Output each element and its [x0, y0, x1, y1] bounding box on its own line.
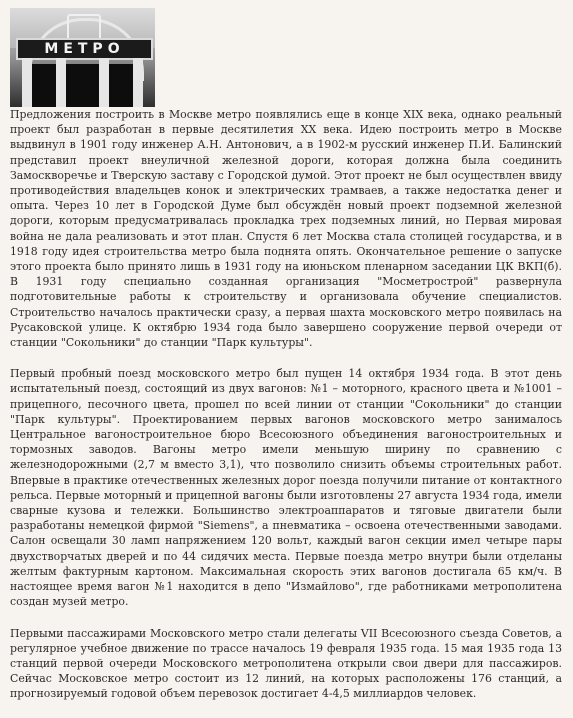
paragraph-first-passengers: Первыми пассажирами Московского метро стали делегаты VII Всесоюзного съезда Советов, а регулярное учебное движение по трассе началось 19 февраля 1935 года. 15 мая 1935 года 13 станций первой очереди Московского метрополитена открыли свои двери для пассажиров. Сейчас Московское метро состоит из 12 линий, на которых расположены 176 станций, а прогнозируемый годовой объем перевозок достигает 4-4,5 миллиардов человек.	[10, 626, 562, 701]
metro-sign	[16, 38, 153, 60]
paragraph-first-train: Первый пробный поезд московского метро был пущен 14 октября 1934 года. В этот день испытательный поезд, состоящий из двух вагонов: №1 – моторного, красного цвета и №1001 – прицепного, песочного цвета, прошел по всей линии от станции "Сокольники" до станции "Парк культуры". Проектированием первых вагонов московского метро занималось Центральное вагоностроительное бюро Всесоюзного объединения вагоностроительных и тормозных заводов. Вагоны метро имели меньшую ширину по сравнению с железнодорожными (2,7 м вместо 3,1), что позволило снизить объемы строительных работ. Впервые в практике отечественных железных дорог поезда получили питание от контактного рельса. Первые моторный и прицепной вагоны были изготовлены 27 августа 1934 года, имели сварные кузова и тележки. Большинство электроаппаратов и тяговые двигатели были разработаны немецкой фирмой "Siemens", а пневматика – освоена отечественными заводами. Салон освещали 30 ламп напряжением 120 вольт, каждый вагон секции имел четыре пары двухстворчатых дверей и по 44 сидячих места. Первые поезда метро внутри были отделаны желтым фактурным картоном. Максимальная скорость этих вагонов достигала 65 км/ч. В настоящее время вагон №1 находится в депо "Измайлово", где работниками метрополитена создан музей метро.	[10, 367, 562, 609]
photo-pillar	[56, 58, 66, 107]
metro-sign-text: МЕТРО	[44, 41, 125, 57]
photo-pillar	[99, 58, 109, 107]
photo-pillar	[22, 58, 32, 107]
paragraph-history: Предложения построить в Москве метро появлялись еще в конце XIX века, однако реальный проект был разработан в первые десятилетия XX века. Идею построить метро в Москве выдвинул в 1901 году инженер А.Н. Антонович, а в 1902-м русский инженер П.И. Балинский представил проект внеуличной железной дороги, которая должна была соединить Замоскворечье и Тверскую заставу с Городской думой. Этот проект не был осуществлен ввиду противодействия владельцев конок и электрических трамваев, а также недостатка денег и опыта. Через 10 лет в Городской Думе был обсуждён новый проект подземной железной дороги, которым предусматривалась прокладка трех подземных линий, но Первая мировая война не дала реализовать и этот план. Спустя 6 лет Москва стала столицей государства, и в 1918 году идея строительства метро была поднята опять. Окончательное решение о запуске этого проекта было принято лишь в 1931 году на июньском пленарном заседании ЦК ВКП(б). В 1931 году специально созданная организация "Мосметрострой" развернула подготовительные работы к строительству и организовала обучение специалистов. Строительство началось практически сразу, а первая шахта московского метро появилась на Русаковской улице. К октябрю 1934 года было завершено сооружение первой очереди от станции "Сокольники" до станции "Парк культуры".	[10, 108, 562, 350]
photo-pillar	[133, 58, 143, 107]
photo-doorway	[109, 64, 133, 107]
metro-station-photo	[10, 8, 155, 107]
article-body	[10, 107, 562, 718]
photo-doorway	[32, 64, 56, 107]
metro-logo-icon	[67, 14, 101, 38]
photo-doorway	[66, 64, 99, 107]
